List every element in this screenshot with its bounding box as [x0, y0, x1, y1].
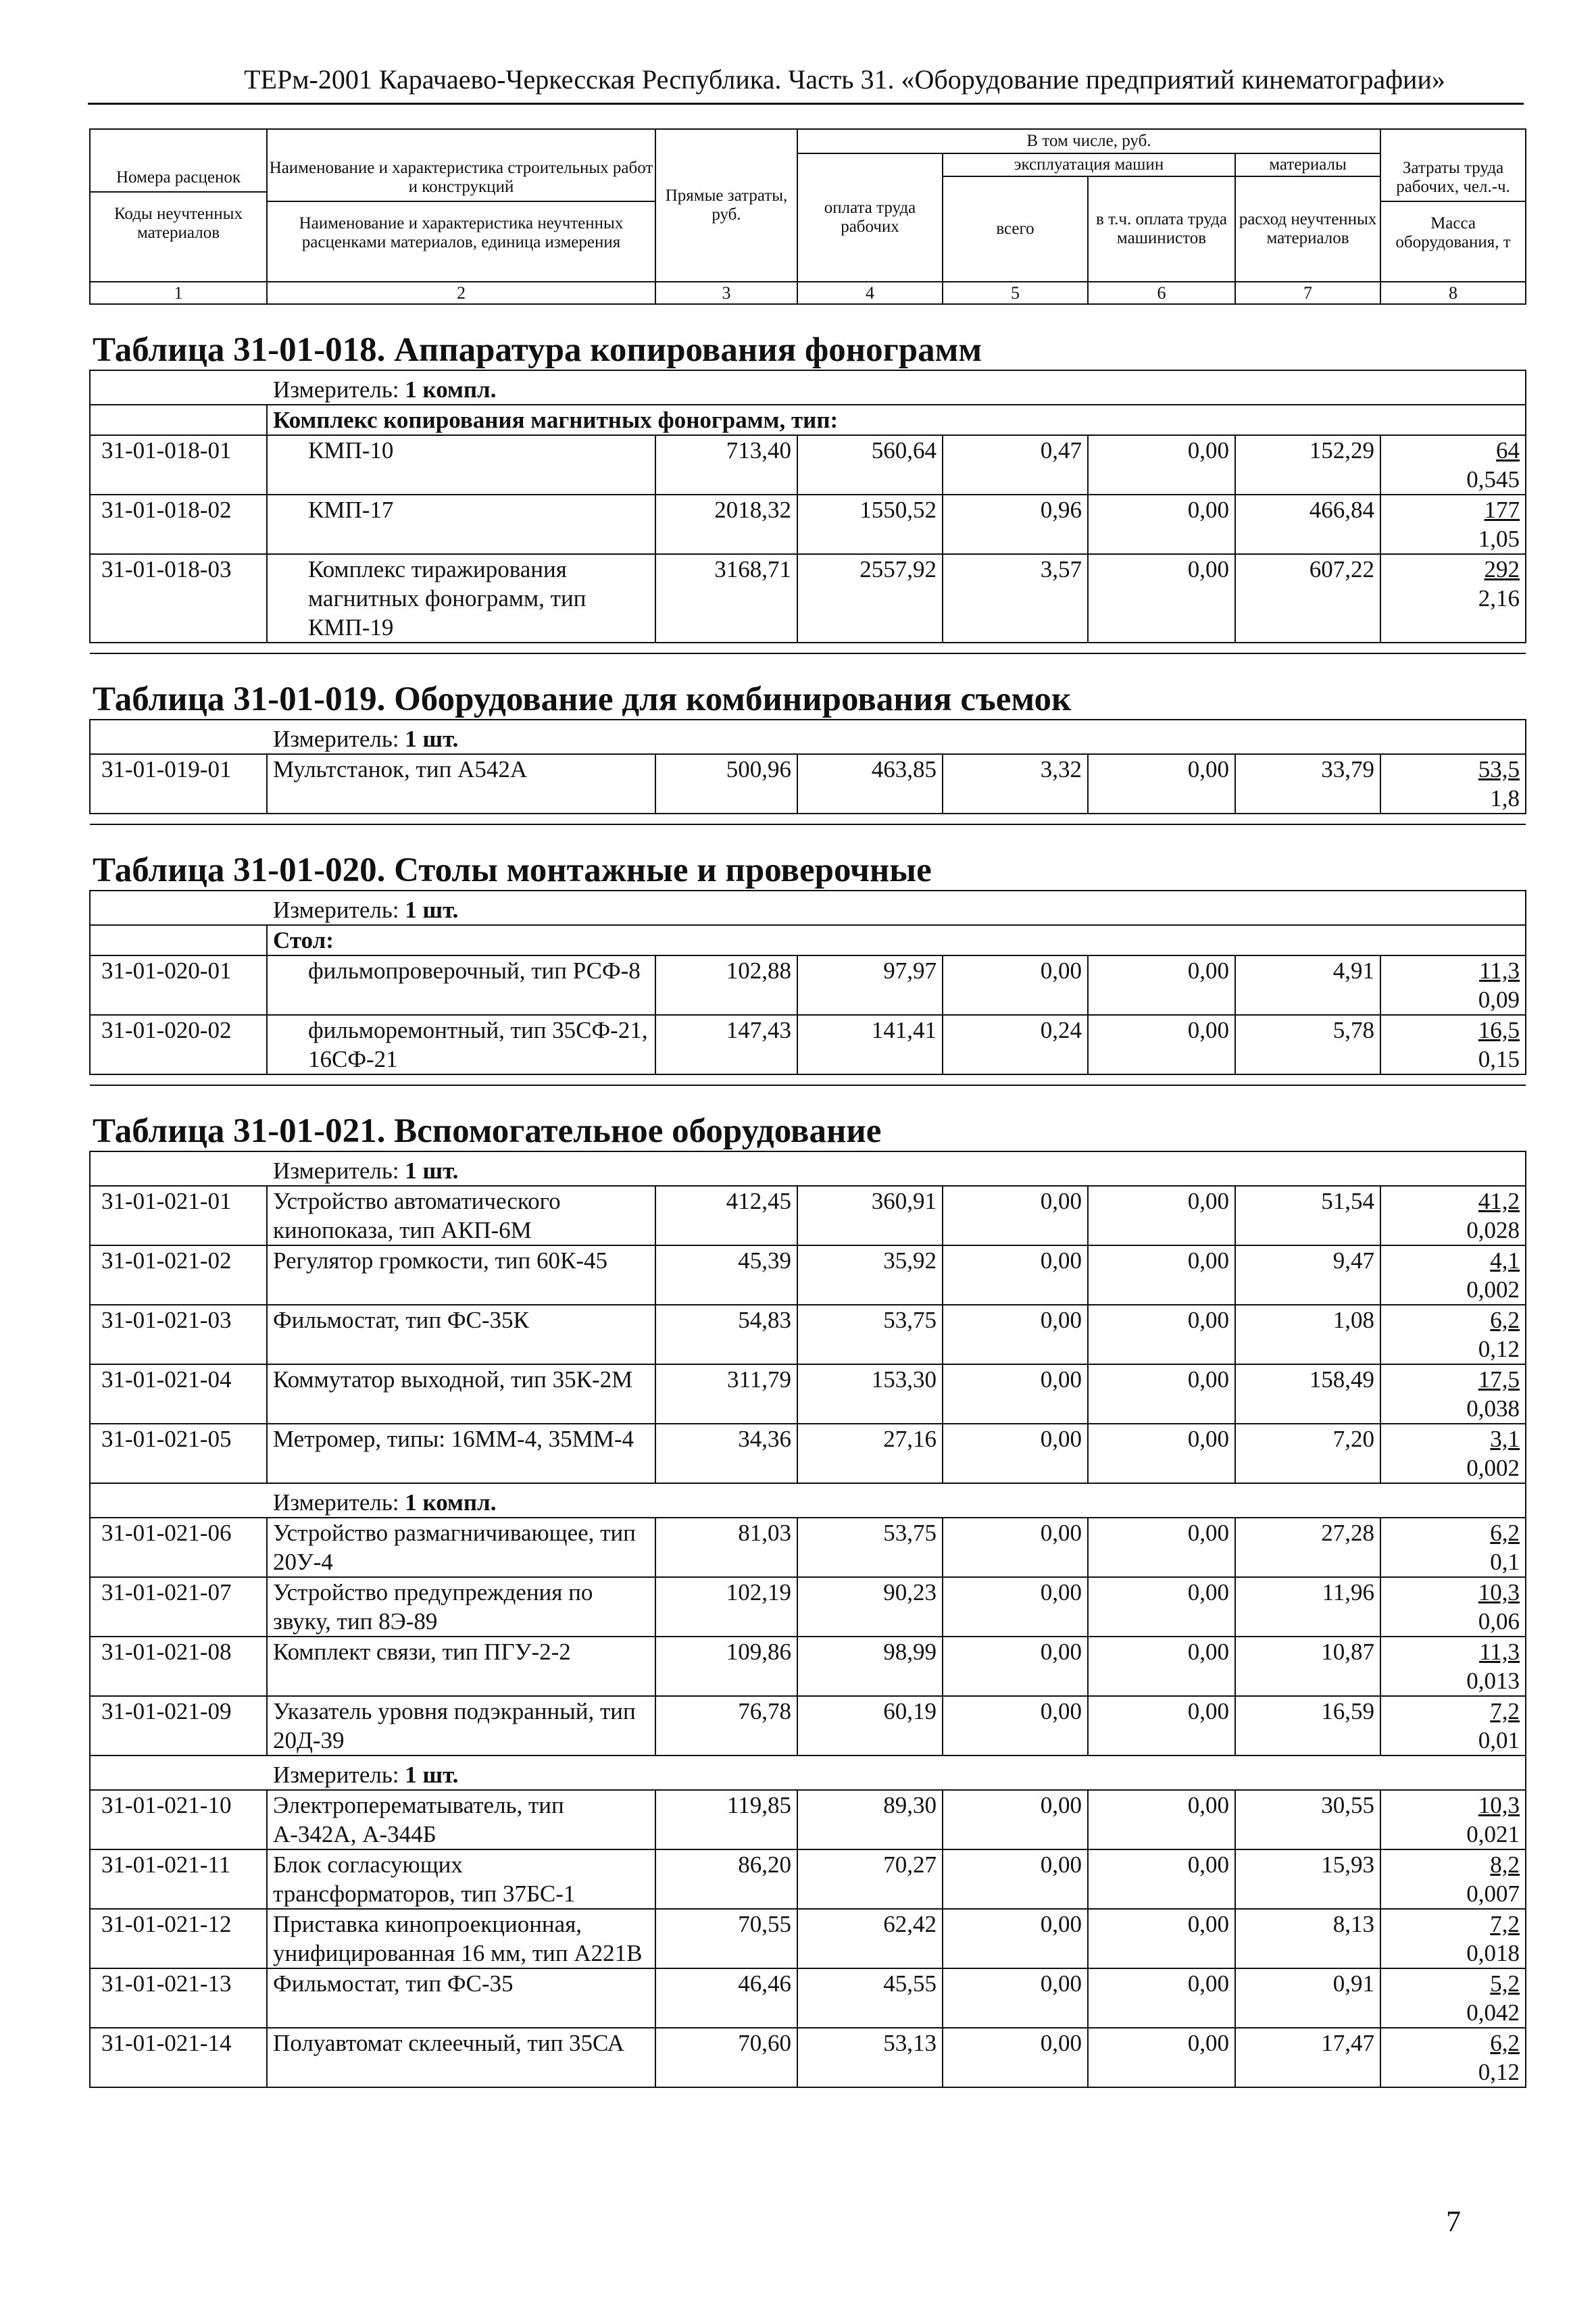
labor-mass-cell [1380, 1015, 1526, 1074]
labor-pay: 153,30 [797, 1364, 943, 1424]
price-table [89, 128, 1526, 2088]
machines-total: 0,00 [943, 1305, 1088, 1364]
equipment-mass: 0,042 [1466, 1999, 1520, 2026]
measure-unit: 1 шт. [405, 726, 459, 752]
materials-cost: 5,78 [1235, 1015, 1380, 1074]
machines-total: 3,57 [943, 554, 1088, 643]
measure-cell [90, 1483, 1526, 1518]
machines-total: 0,96 [943, 495, 1088, 554]
table-row [90, 1637, 1526, 1696]
labor-pay: 70,27 [797, 1849, 943, 1909]
machines-total: 0,00 [943, 1577, 1088, 1637]
table-title: Таблица 31-01-021. Вспомогательное оборудование [93, 1112, 882, 1150]
measure-label [273, 724, 458, 753]
rate-code: 31-01-021-06 [90, 1518, 267, 1577]
labor-hours: 11,3 [1479, 1639, 1520, 1665]
measure-label-text: Измеритель: [273, 897, 399, 923]
labor-pay: 27,16 [797, 1424, 943, 1483]
table-row [90, 435, 1526, 495]
measure-row [90, 720, 1526, 754]
machines-total: 3,32 [943, 754, 1088, 814]
direct-cost: 70,60 [655, 2028, 797, 2087]
labor-hours: 3,1 [1490, 1426, 1520, 1452]
table-title-row [90, 824, 1526, 891]
measure-row [90, 891, 1526, 925]
work-name: Устройство размагничивающее, тип 20У-4 [267, 1518, 655, 1577]
machines-total: 0,00 [943, 1186, 1088, 1245]
materials-cost: 11,96 [1235, 1577, 1380, 1637]
direct-cost: 109,86 [655, 1637, 797, 1696]
measure-cell [90, 891, 1526, 925]
labor-mass-cell [1380, 495, 1526, 554]
machinist-pay: 0,00 [1088, 1909, 1235, 1968]
direct-cost: 147,43 [655, 1015, 797, 1074]
machinist-pay: 0,00 [1088, 1424, 1235, 1483]
rate-code: 31-01-018-03 [90, 554, 267, 643]
work-name: Электроперематыватель, тип А-342А, А-344Б [267, 1790, 655, 1849]
machines-total: 0,00 [943, 1637, 1088, 1696]
labor-hours: 292 [1484, 556, 1520, 582]
rate-code: 31-01-021-11 [90, 1849, 267, 1909]
labor-hours: 11,3 [1479, 957, 1520, 984]
machinist-pay: 0,00 [1088, 754, 1235, 814]
direct-cost: 2018,32 [655, 495, 797, 554]
labor-pay: 141,41 [797, 1015, 943, 1074]
labor-hours: 177 [1484, 497, 1520, 523]
measure-cell [90, 1756, 1526, 1790]
work-name: Приставка кинопроекционная, унифицированная 16 мм, тип А221В [267, 1909, 655, 1968]
labor-pay: 45,55 [797, 1968, 943, 2028]
measure-cell [90, 1151, 1526, 1186]
col-4-header: оплата труда рабочих [797, 153, 943, 282]
table-row [90, 495, 1526, 554]
machines-total: 0,00 [943, 1849, 1088, 1909]
table-gap [90, 643, 1526, 653]
labor-mass-cell [1380, 2028, 1526, 2087]
measure-cell [90, 370, 1526, 405]
measure-unit: 1 шт. [405, 1158, 459, 1184]
labor-hours: 7,2 [1490, 1698, 1520, 1724]
machines-total: 0,00 [943, 1245, 1088, 1305]
materials-cost: 1,08 [1235, 1305, 1380, 1364]
machinist-pay: 0,00 [1088, 1637, 1235, 1696]
labor-pay: 53,75 [797, 1518, 943, 1577]
work-name: Полуавтомат склеечный, тип 35СА [267, 2028, 655, 2087]
equipment-mass: 0,01 [1478, 1727, 1520, 1753]
materials-cost: 158,49 [1235, 1364, 1380, 1424]
labor-hours: 10,3 [1478, 1792, 1520, 1818]
labor-pay: 53,75 [797, 1305, 943, 1364]
direct-cost: 311,79 [655, 1364, 797, 1424]
work-name: Устройство автоматического кинопоказа, тип АКП-6М [267, 1186, 655, 1245]
measure-label [273, 1760, 458, 1789]
table-row [90, 754, 1526, 814]
work-name: Метромер, типы: 16ММ-4, 35ММ-4 [267, 1424, 655, 1483]
labor-hours: 17,5 [1478, 1366, 1520, 1393]
labor-mass-cell [1380, 1909, 1526, 1968]
labor-pay: 89,30 [797, 1790, 943, 1849]
labor-pay: 62,42 [797, 1909, 943, 1968]
machines-total: 0,00 [943, 955, 1088, 1015]
col-number: 1 [90, 282, 267, 304]
col-number: 6 [1088, 282, 1235, 304]
labor-pay: 463,85 [797, 754, 943, 814]
labor-pay: 35,92 [797, 1245, 943, 1305]
table-title: Таблица 31-01-018. Аппаратура копирования фонограмм [93, 331, 982, 369]
equipment-mass: 0,007 [1466, 1881, 1520, 1907]
materials-cost: 30,55 [1235, 1790, 1380, 1849]
labor-pay: 1550,52 [797, 495, 943, 554]
direct-cost: 500,96 [655, 754, 797, 814]
labor-mass-cell [1380, 1637, 1526, 1696]
group-row [90, 925, 1526, 955]
machinist-pay: 0,00 [1088, 1015, 1235, 1074]
labor-mass-cell [1380, 1577, 1526, 1637]
labor-mass-cell [1380, 1968, 1526, 2028]
rate-code: 31-01-018-02 [90, 495, 267, 554]
labor-pay: 97,97 [797, 955, 943, 1015]
col-3-header: Прямые затраты, руб. [655, 129, 797, 282]
col-2-header: Наименование и характеристика строительных работ и конструкций Наименование и характеристика неучтенных расценками материалов, единица измерения [267, 129, 655, 282]
col-5-header: всего [943, 176, 1088, 282]
work-name: Мультстанок, тип А542А [267, 754, 655, 814]
materials-cost: 4,91 [1235, 955, 1380, 1015]
table-title: Таблица 31-01-019. Оборудование для комбинирования съемок [93, 680, 1072, 718]
measure-cell [90, 720, 1526, 754]
gap-cell [90, 814, 1526, 824]
group-row [90, 405, 1526, 435]
labor-mass-cell [1380, 554, 1526, 643]
equipment-mass: 0,002 [1466, 1455, 1520, 1481]
materials-cost: 607,22 [1235, 554, 1380, 643]
table-title-cell [90, 824, 1526, 891]
work-name: фильмопроверочный, тип РСФ-8 [267, 955, 655, 1015]
table-title-row [90, 1085, 1526, 1151]
equipment-mass: 0,002 [1466, 1276, 1520, 1303]
equipment-mass: 0,15 [1478, 1046, 1520, 1072]
machines-total: 0,00 [943, 1968, 1088, 2028]
materials-cost: 152,29 [1235, 435, 1380, 495]
labor-mass-cell [1380, 1424, 1526, 1483]
equipment-mass: 0,12 [1478, 1336, 1520, 1362]
equipment-mass: 0,038 [1466, 1395, 1520, 1422]
machinist-pay: 0,00 [1088, 1245, 1235, 1305]
labor-mass-cell [1380, 1518, 1526, 1577]
table-row [90, 955, 1526, 1015]
measure-row [90, 1483, 1526, 1518]
rate-code: 31-01-019-01 [90, 754, 267, 814]
materials-cost: 9,47 [1235, 1245, 1380, 1305]
machinist-pay: 0,00 [1088, 554, 1235, 643]
labor-hours: 53,5 [1478, 756, 1520, 782]
materials-header: материалы [1235, 153, 1380, 176]
work-name: Фильмостат, тип ФС-35 [267, 1968, 655, 2028]
measure-label-text: Измеритель: [273, 1158, 399, 1184]
measure-unit: 1 компл. [405, 376, 497, 403]
direct-cost: 46,46 [655, 1968, 797, 2028]
rate-code: 31-01-021-07 [90, 1577, 267, 1637]
materials-cost: 7,20 [1235, 1424, 1380, 1483]
group-label: Стол: [267, 925, 1526, 955]
col-7-header: расход неучтенных материалов [1235, 176, 1380, 282]
incl-header: В том числе, руб. [797, 129, 1380, 153]
rate-code: 31-01-021-14 [90, 2028, 267, 2087]
work-name: Фильмостат, тип ФС-35К [267, 1305, 655, 1364]
rate-code: 31-01-021-04 [90, 1364, 267, 1424]
machinist-pay: 0,00 [1088, 955, 1235, 1015]
equipment-mass: 0,09 [1478, 987, 1520, 1013]
labor-mass-cell [1380, 955, 1526, 1015]
work-name: Коммутатор выходной, тип 35К-2М [267, 1364, 655, 1424]
col-8-header: Затраты труда рабочих, чел.-ч. Масса оборудования, т [1380, 129, 1526, 282]
work-name: Устройство предупреждения по звуку, тип 8Э-89 [267, 1577, 655, 1637]
table-row [90, 1364, 1526, 1424]
work-name: Комплекс тиражирования магнитных фонограмм, тип КМП-19 [267, 554, 655, 643]
labor-pay: 2557,92 [797, 554, 943, 643]
measure-row [90, 370, 1526, 405]
col-1-header: Номера расценок Коды неучтенных материалов [90, 129, 267, 282]
machines-total: 0,00 [943, 1424, 1088, 1483]
table-row [90, 1305, 1526, 1364]
rate-code: 31-01-021-08 [90, 1637, 267, 1696]
measure-unit: 1 компл. [405, 1489, 497, 1516]
table-row [90, 1245, 1526, 1305]
machinist-pay: 0,00 [1088, 1849, 1235, 1909]
direct-cost: 81,03 [655, 1518, 797, 1577]
machines-total: 0,00 [943, 1696, 1088, 1756]
direct-cost: 713,40 [655, 435, 797, 495]
direct-cost: 70,55 [655, 1909, 797, 1968]
machinist-pay: 0,00 [1088, 1518, 1235, 1577]
table-title-cell [90, 653, 1526, 720]
page-number: 7 [1446, 2205, 1461, 2238]
col-number: 2 [267, 282, 655, 304]
equipment-mass: 0,12 [1478, 2059, 1520, 2085]
rate-code: 31-01-018-01 [90, 435, 267, 495]
table-row [90, 1696, 1526, 1756]
rate-code: 31-01-021-01 [90, 1186, 267, 1245]
equipment-mass: 0,021 [1466, 1821, 1520, 1847]
measure-label-text: Измеритель: [273, 376, 399, 403]
machines-total: 0,24 [943, 1015, 1088, 1074]
measure-unit: 1 шт. [405, 897, 459, 923]
col-number: 5 [943, 282, 1088, 304]
equipment-mass: 0,013 [1466, 1668, 1520, 1694]
table-body [90, 304, 1526, 2087]
rate-code: 31-01-021-05 [90, 1424, 267, 1483]
work-name: Регулятор громкости, тип 60К-45 [267, 1245, 655, 1305]
labor-mass-cell [1380, 1245, 1526, 1305]
measure-label-text: Измеритель: [273, 726, 399, 752]
equipment-mass: 0,06 [1478, 1608, 1520, 1635]
col-number: 8 [1380, 282, 1526, 304]
measure-label [273, 1488, 496, 1517]
labor-mass-cell [1380, 1305, 1526, 1364]
materials-cost: 8,13 [1235, 1909, 1380, 1968]
running-header: ТЕРм-2001 Карачаево-Черкесская Республика. Часть 31. «Оборудование предприятий кинематографии» [244, 64, 1445, 95]
labor-pay: 60,19 [797, 1696, 943, 1756]
labor-hours: 10,3 [1478, 1579, 1520, 1605]
rate-code: 31-01-021-09 [90, 1696, 267, 1756]
direct-cost: 45,39 [655, 1245, 797, 1305]
machinist-pay: 0,00 [1088, 1364, 1235, 1424]
materials-cost: 51,54 [1235, 1186, 1380, 1245]
labor-hours: 41,2 [1478, 1188, 1520, 1214]
table-row [90, 1968, 1526, 2028]
materials-cost: 17,47 [1235, 2028, 1380, 2087]
table-row [90, 1518, 1526, 1577]
labor-hours: 4,1 [1490, 1247, 1520, 1274]
col-number: 7 [1235, 282, 1380, 304]
table-title-cell [90, 304, 1526, 370]
col-number: 4 [797, 282, 943, 304]
table-title-cell [90, 1085, 1526, 1151]
materials-cost: 27,28 [1235, 1518, 1380, 1577]
measure-row [90, 1756, 1526, 1790]
machines-total: 0,47 [943, 435, 1088, 495]
machines-total: 0,00 [943, 1364, 1088, 1424]
direct-cost: 412,45 [655, 1186, 797, 1245]
direct-cost: 86,20 [655, 1849, 797, 1909]
equipment-mass: 2,16 [1478, 585, 1520, 612]
rate-code: 31-01-021-02 [90, 1245, 267, 1305]
table-title-row [90, 653, 1526, 720]
work-name: Блок согласующих трансформаторов, тип 37БС-1 [267, 1849, 655, 1909]
labor-mass-cell [1380, 1849, 1526, 1909]
equipment-mass: 0,018 [1466, 1940, 1520, 1966]
group-empty-cell [90, 405, 267, 435]
rate-code: 31-01-021-03 [90, 1305, 267, 1364]
labor-hours: 6,2 [1490, 1307, 1520, 1333]
group-empty-cell [90, 925, 267, 955]
machinist-pay: 0,00 [1088, 1968, 1235, 2028]
table-row [90, 1790, 1526, 1849]
rate-code: 31-01-021-13 [90, 1968, 267, 2028]
labor-pay: 560,64 [797, 435, 943, 495]
labor-mass-cell [1380, 435, 1526, 495]
measure-label [273, 895, 458, 924]
machines-total: 0,00 [943, 1518, 1088, 1577]
table-row [90, 2028, 1526, 2087]
measure-label [273, 375, 496, 404]
table-title-row [90, 304, 1526, 370]
labor-hours: 6,2 [1490, 1520, 1520, 1546]
table-row [90, 1424, 1526, 1483]
direct-cost: 34,36 [655, 1424, 797, 1483]
rate-code: 31-01-020-01 [90, 955, 267, 1015]
labor-mass-cell [1380, 1364, 1526, 1424]
machines-total: 0,00 [943, 2028, 1088, 2087]
table-row [90, 1909, 1526, 1968]
machinist-pay: 0,00 [1088, 435, 1235, 495]
work-name: КМП-10 [267, 435, 655, 495]
labor-hours: 16,5 [1478, 1017, 1520, 1043]
machinist-pay: 0,00 [1088, 1186, 1235, 1245]
measure-label [273, 1156, 458, 1185]
equipment-mass: 0,028 [1466, 1217, 1520, 1243]
direct-cost: 102,19 [655, 1577, 797, 1637]
measure-label-text: Измеритель: [273, 1489, 399, 1516]
labor-mass-cell [1380, 1696, 1526, 1756]
col-number: 3 [655, 282, 797, 304]
direct-cost: 119,85 [655, 1790, 797, 1849]
table-row [90, 554, 1526, 643]
col-6-header: в т.ч. оплата труда машинистов [1088, 176, 1235, 282]
table-header [90, 129, 1526, 304]
materials-cost: 0,91 [1235, 1968, 1380, 2028]
labor-pay: 98,99 [797, 1637, 943, 1696]
group-label: Комплекс копирования магнитных фонограмм, тип: [267, 405, 1526, 435]
rate-code: 31-01-020-02 [90, 1015, 267, 1074]
table-row [90, 1577, 1526, 1637]
table-row [90, 1015, 1526, 1074]
gap-cell [90, 643, 1526, 653]
labor-pay: 360,91 [797, 1186, 943, 1245]
direct-cost: 3168,71 [655, 554, 797, 643]
work-name: Указатель уровня подэкранный, тип 20Д-39 [267, 1696, 655, 1756]
work-name: КМП-17 [267, 495, 655, 554]
machinist-pay: 0,00 [1088, 1790, 1235, 1849]
labor-hours: 7,2 [1490, 1911, 1520, 1937]
equipment-mass: 0,1 [1490, 1549, 1520, 1575]
table-gap [90, 814, 1526, 824]
materials-cost: 15,93 [1235, 1849, 1380, 1909]
equipment-mass: 1,8 [1490, 785, 1520, 812]
labor-hours: 6,2 [1490, 2030, 1520, 2056]
labor-hours: 8,2 [1490, 1851, 1520, 1878]
machinist-pay: 0,00 [1088, 495, 1235, 554]
header-rule [88, 103, 1524, 105]
labor-hours: 5,2 [1490, 1970, 1520, 1997]
direct-cost: 76,78 [655, 1696, 797, 1756]
rate-code: 31-01-021-12 [90, 1909, 267, 1968]
measure-label-text: Измеритель: [273, 1762, 399, 1788]
machines-total: 0,00 [943, 1909, 1088, 1968]
machinist-pay: 0,00 [1088, 2028, 1235, 2087]
work-name: фильморемонтный, тип 35СФ-21, 16СФ-21 [267, 1015, 655, 1074]
materials-cost: 33,79 [1235, 754, 1380, 814]
materials-cost: 16,59 [1235, 1696, 1380, 1756]
machinist-pay: 0,00 [1088, 1305, 1235, 1364]
direct-cost: 54,83 [655, 1305, 797, 1364]
machines-total: 0,00 [943, 1790, 1088, 1849]
rate-code: 31-01-021-10 [90, 1790, 267, 1849]
materials-cost: 466,84 [1235, 495, 1380, 554]
direct-cost: 102,88 [655, 955, 797, 1015]
work-name: Комплект связи, тип ПГУ-2-2 [267, 1637, 655, 1696]
table-title: Таблица 31-01-020. Столы монтажные и проверочные [93, 851, 932, 889]
machines-header: эксплуатация машин [943, 153, 1235, 176]
labor-pay: 53,13 [797, 2028, 943, 2087]
labor-mass-cell [1380, 1186, 1526, 1245]
equipment-mass: 0,545 [1466, 466, 1520, 493]
measure-row [90, 1151, 1526, 1186]
gap-cell [90, 1074, 1526, 1085]
machinist-pay: 0,00 [1088, 1577, 1235, 1637]
labor-hours: 64 [1496, 437, 1520, 464]
table-row [90, 1849, 1526, 1909]
machinist-pay: 0,00 [1088, 1696, 1235, 1756]
measure-unit: 1 шт. [405, 1762, 459, 1788]
labor-mass-cell [1380, 1790, 1526, 1849]
materials-cost: 10,87 [1235, 1637, 1380, 1696]
labor-mass-cell [1380, 754, 1526, 814]
table-row [90, 1186, 1526, 1245]
equipment-mass: 1,05 [1478, 526, 1520, 552]
labor-pay: 90,23 [797, 1577, 943, 1637]
table-gap [90, 1074, 1526, 1085]
